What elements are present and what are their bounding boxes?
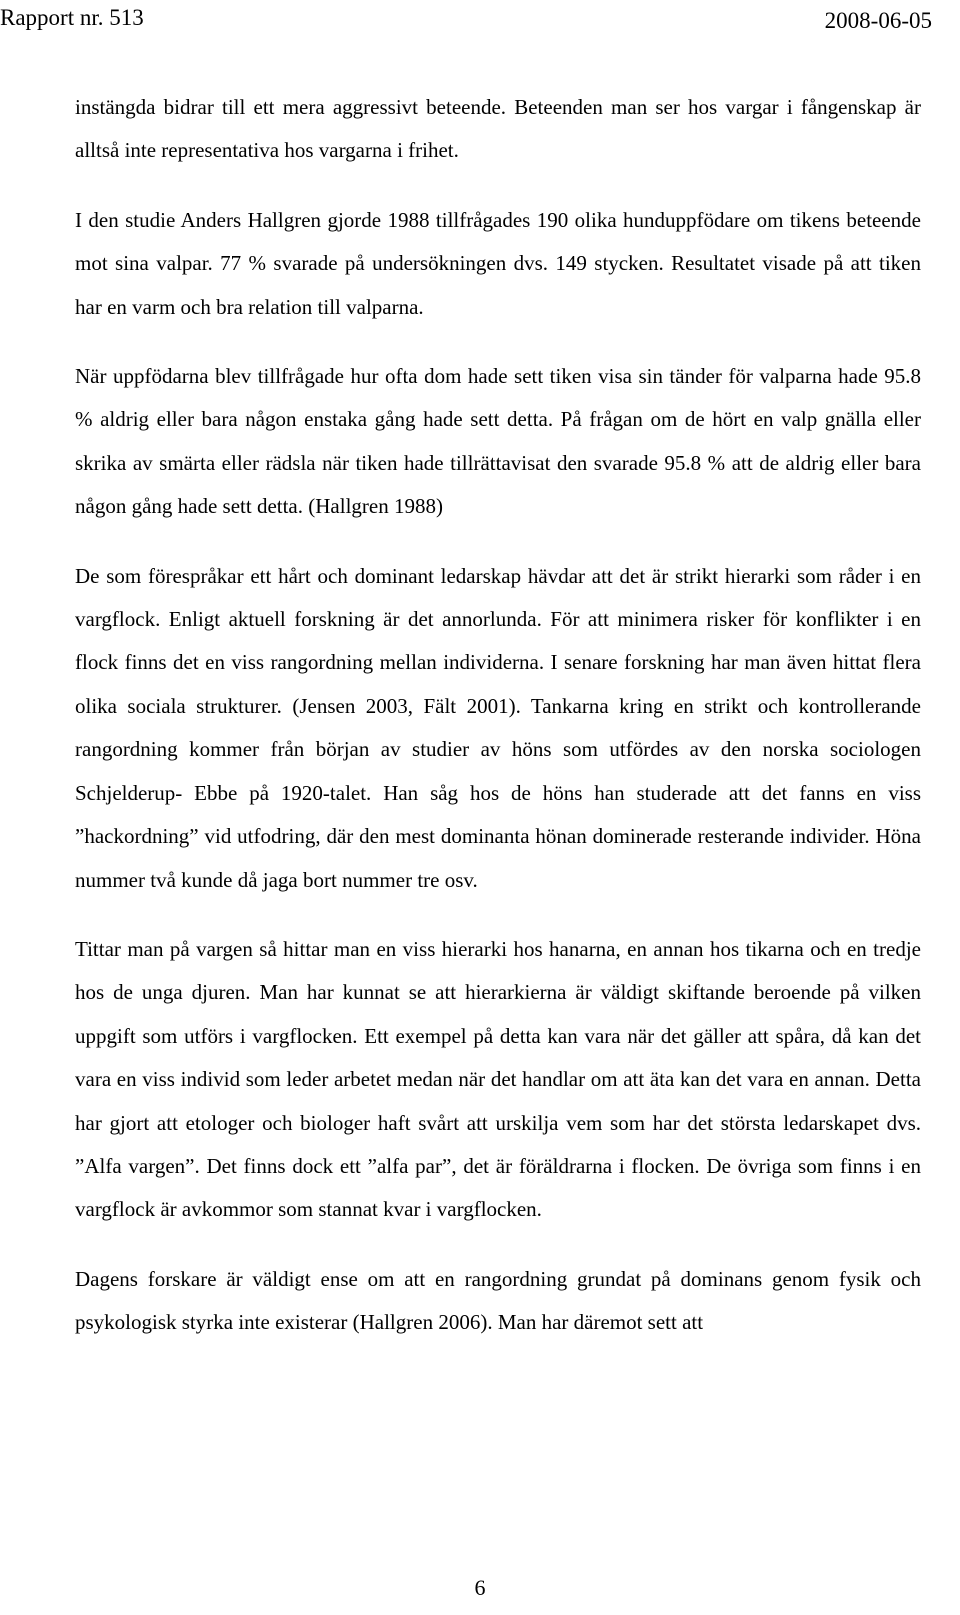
body-text bbox=[75, 86, 921, 1345]
page-number: 6 bbox=[474, 1575, 486, 1600]
paragraph-3: När uppfödarna blev tillfrågade hur ofta dom hade sett tiken visa sin tänder för valparna hade 95.8 % aldrig eller bara någon enstaka gång hade sett detta. På frågan om de hört en valp gnälla eller skrika av smärta eller rädsla när tiken hade tillrättavisat den svarade 95.8 % att de aldrig eller bara någon gång hade sett detta. (Hallgren 1988) bbox=[75, 364, 921, 519]
report-number: Rapport nr. 513 bbox=[0, 5, 144, 30]
paragraph-6: Dagens forskare är väldigt ense om att en rangordning grundat på dominans genom fysik och psykologisk styrka inte existerar (Hallgren 2006). Man har däremot sett att bbox=[75, 1266, 921, 1335]
paragraph-2: I den studie Anders Hallgren gjorde 1988 tillfrågades 190 olika hunduppfödare om tikens beteende mot sina valpar. 77 % svarade på undersökningen dvs. 149 stycken. Resultatet visade på att tiken har en varm och bra relation till valparna. bbox=[75, 207, 921, 319]
page-header bbox=[0, 0, 960, 42]
paragraph-4: De som förespråkar ett hårt och dominant ledarskap hävdar att det är strikt hierarki som råder i en vargflock. Enligt aktuell forskning är det annorlunda. För att minimera risker för konflikter i en flock finns det en viss rangordning mellan individerna. I senare forskning har man även hittat flera olika sociala strukturer. (Jensen 2003, Fält 2001). Tankarna kring en strikt och kontrollerande rangordning kommer från början av studier av höns som utfördes av den norska sociologen Schjelderup- Ebbe på 1920-talet. Han såg hos de höns han studerade att det fanns en viss ”hackordning” vid utfodring, där den mest dominanta hönan dominerade resterande individer. Höna nummer två kunde då jaga bort nummer tre osv. bbox=[75, 563, 921, 892]
paragraph-5: Tittar man på vargen så hittar man en viss hierarki hos hanarna, en annan hos tikarna och en tredje hos de unga djuren. Man har kunnat se att hierarkierna är väldigt skiftande beroende på vilken uppgift som utförs i vargflocken. Ett exempel på detta kan vara när det gäller att spåra, då kan det vara en viss individ som leder arbetet medan när det handlar om att äta kan det vara en annan. Detta har gjort att etologer och biologer haft svårt att urskilja vem som har det största ledarskapet dvs. ”Alfa vargen”. Det finns dock ett ”alfa par”, det är föräldrarna i flocken. De övriga som finns i en vargflock är avkommor som stannat kvar i vargflocken. bbox=[75, 936, 921, 1222]
report-date: 2008-06-05 bbox=[824, 8, 932, 33]
paragraph-1: instängda bidrar till ett mera aggressivt beteende. Beteenden man ser hos vargar i fångenskap är alltså inte representativa hos vargarna i frihet. bbox=[75, 95, 921, 163]
